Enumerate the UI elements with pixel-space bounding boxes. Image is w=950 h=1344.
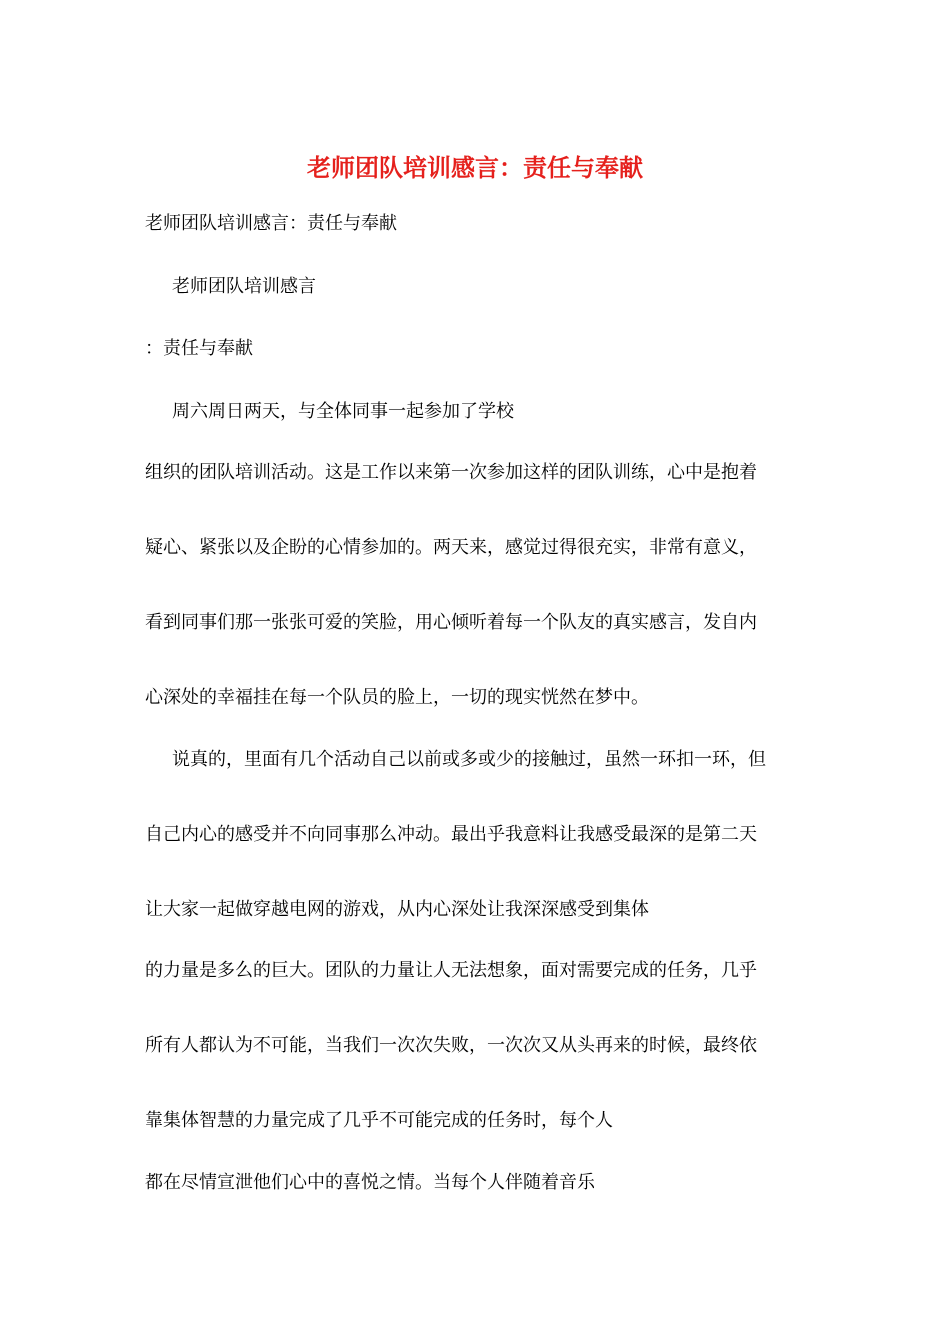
paragraph-line: 看到同事们那一张张可爱的笑脸，用心倾听着每一个队友的真实感言，发自内 xyxy=(145,612,757,633)
document-title: 老师团队培训感言：责任与奉献 xyxy=(307,153,643,182)
paragraph-line: 组织的团队培训活动。这是工作以来第一次参加这样的团队训练，心中是抱着 xyxy=(145,462,757,483)
subtitle-line: 老师团队培训感言：责任与奉献 xyxy=(145,213,397,234)
paragraph-line: 靠集体智慧的力量完成了几乎不可能完成的任务时，每个人 xyxy=(145,1110,613,1131)
paragraph-line: 都在尽情宣泄他们心中的喜悦之情。当每个人伴随着音乐 xyxy=(145,1172,595,1193)
paragraph-line: 心深处的幸福挂在每一个队员的脸上，一切的现实恍然在梦中。 xyxy=(145,687,649,708)
paragraph-line: 所有人都认为不可能，当我们一次次失败，一次次又从头再来的时候，最终依 xyxy=(145,1035,757,1056)
paragraph-line: 疑心、紧张以及企盼的心情参加的。两天来，感觉过得很充实，非常有意义， xyxy=(145,537,757,558)
paragraph-line: 说真的，里面有几个活动自己以前或多或少的接触过，虽然一环扣一环，但 xyxy=(172,749,766,770)
paragraph-line: 的力量是多么的巨大。团队的力量让人无法想象，面对需要完成的任务，几乎 xyxy=(145,960,757,981)
section-heading-continuation: ：责任与奉献 xyxy=(145,338,253,359)
paragraph-line: 周六周日两天，与全体同事一起参加了学校 xyxy=(172,401,514,422)
section-heading-line: 老师团队培训感言 xyxy=(172,276,316,297)
paragraph-line: 让大家一起做穿越电网的游戏，从内心深处让我深深感受到集体 xyxy=(145,899,649,920)
paragraph-line: 自己内心的感受并不向同事那么冲动。最出乎我意料让我感受最深的是第二天 xyxy=(145,824,757,845)
